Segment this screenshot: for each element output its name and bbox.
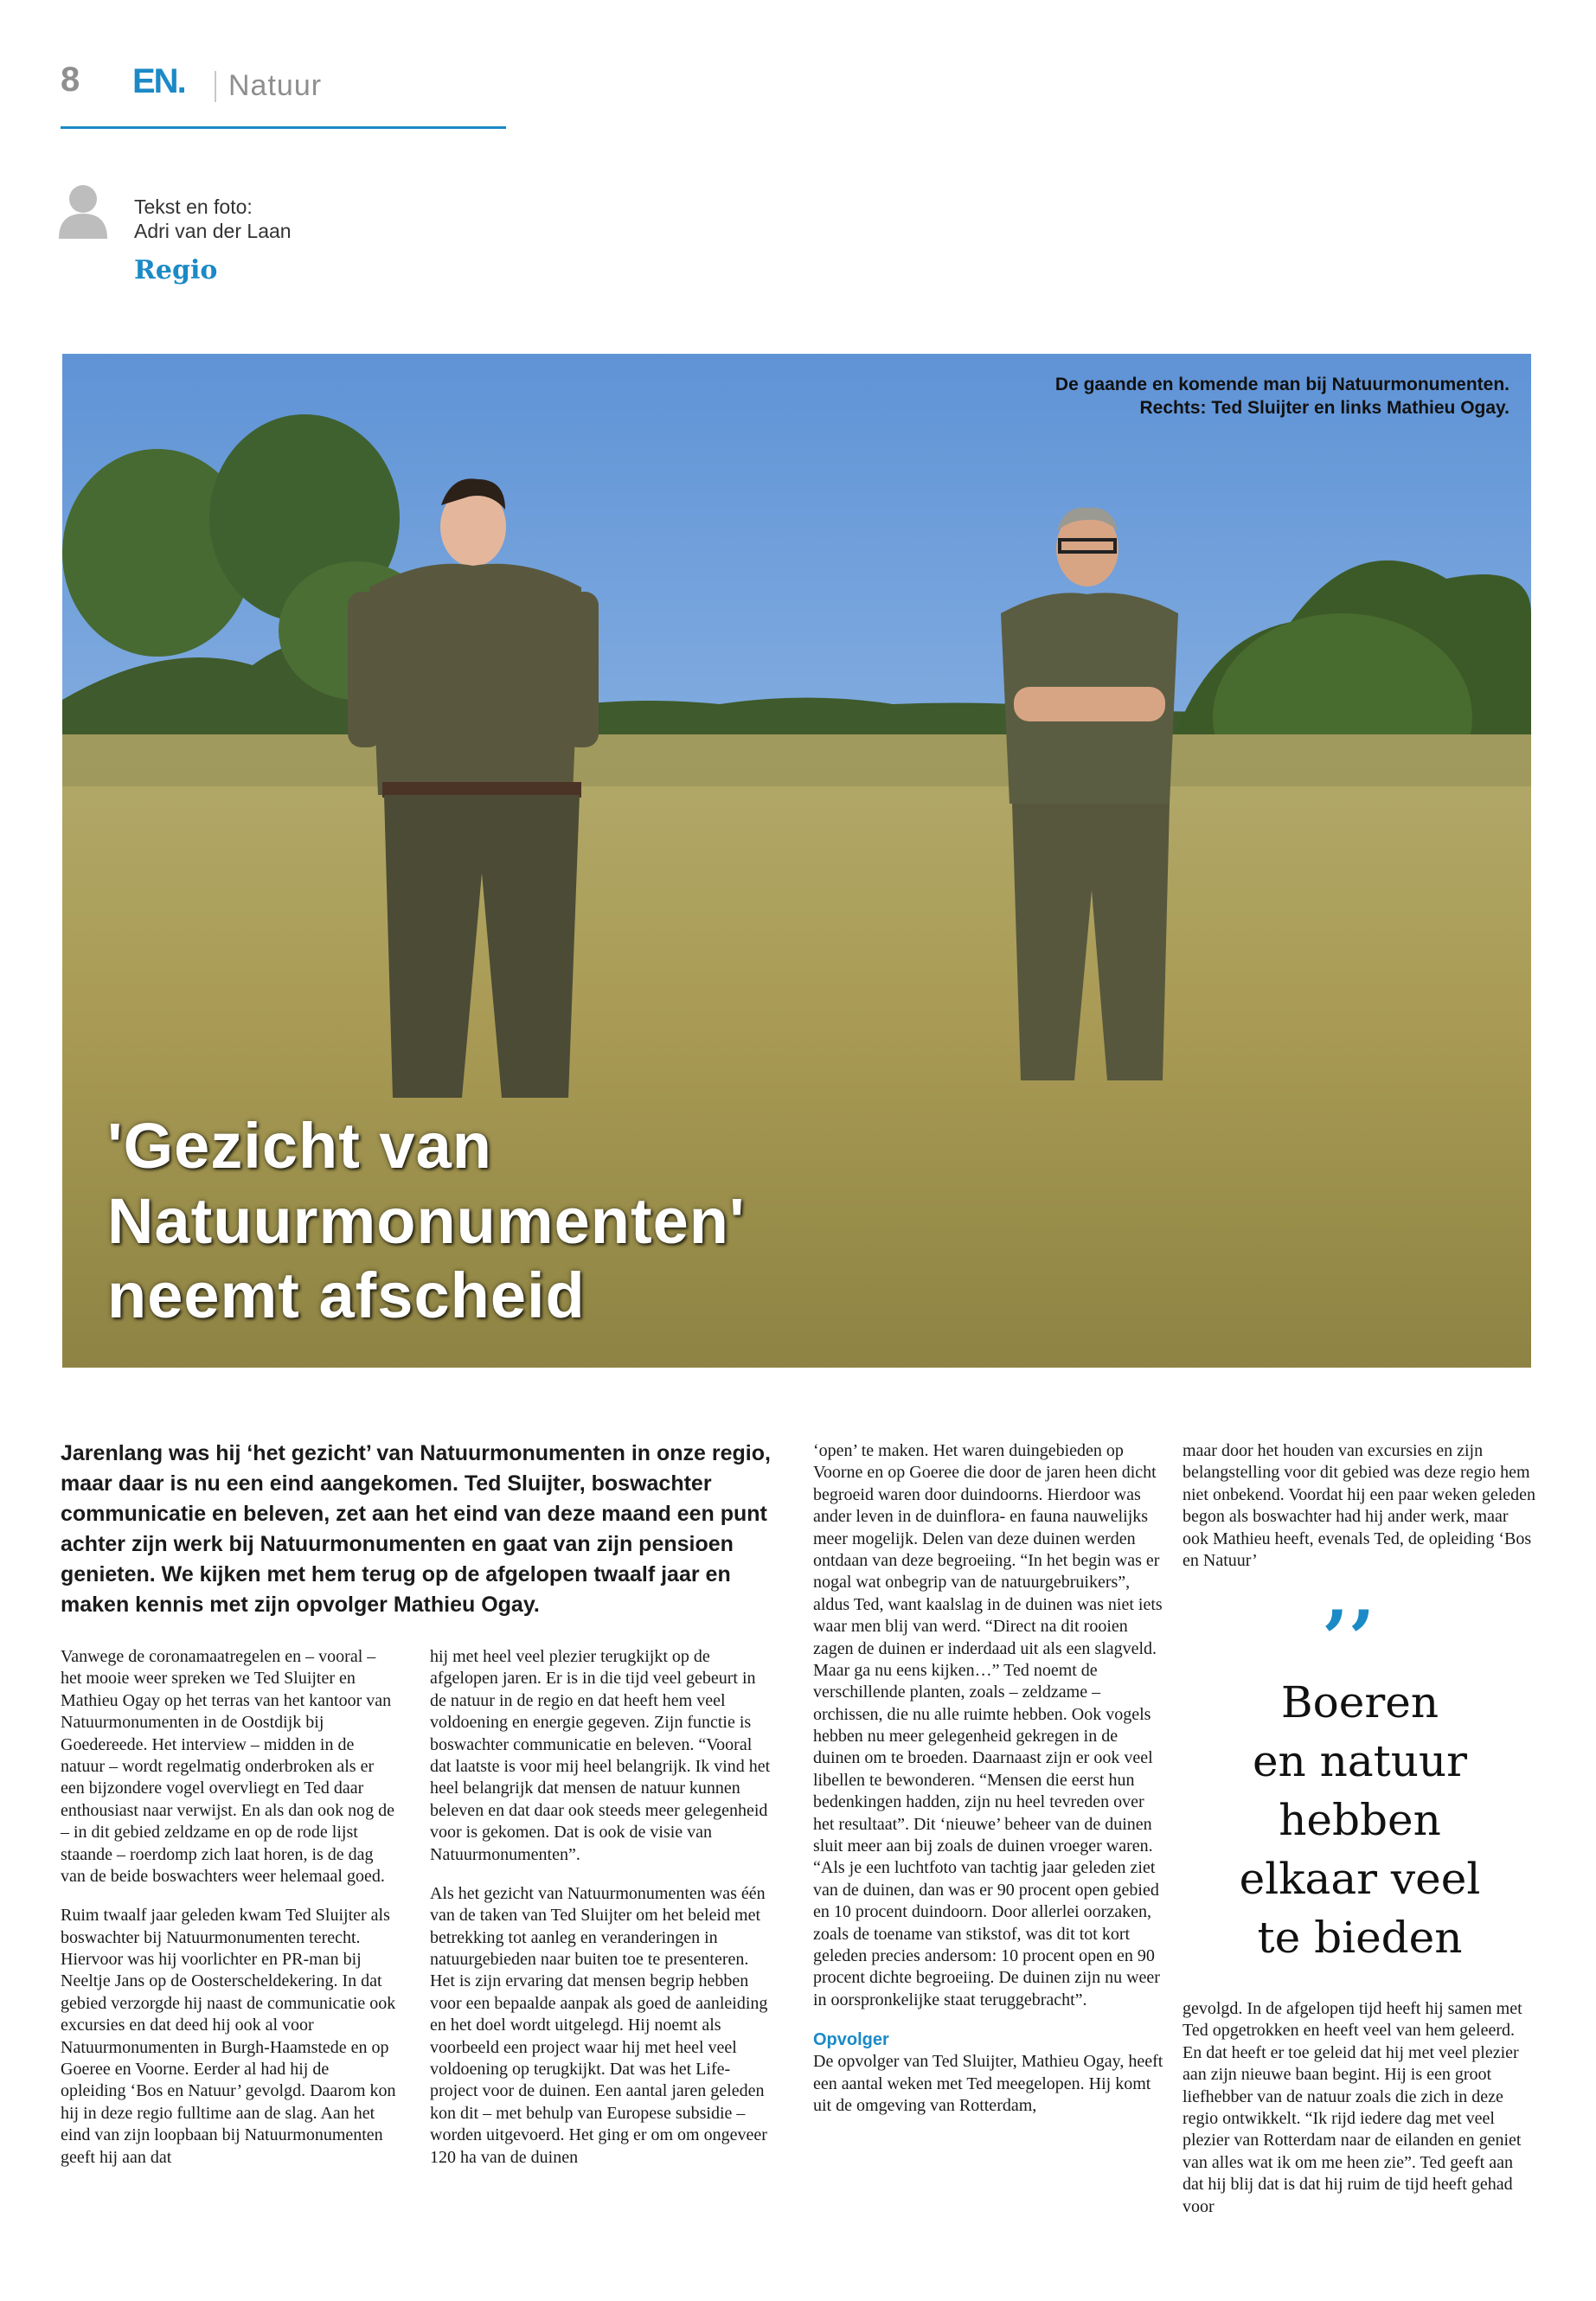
pull-quote-line: en natuur (1252, 1736, 1468, 1786)
pull-quote-line: te bieden (1257, 1913, 1463, 1963)
hero-photo (62, 354, 1531, 1368)
column-2 (430, 1646, 776, 2186)
column-4-bottom (1183, 1998, 1537, 2235)
paragraph: Als het gezicht van Natuurmonumenten was één van de taken van Ted Sluijter om het beleid met betrekking tot aanleg en veranderingen in natuurgebieden naar buiten toe te presenteren. Het is zijn ervaring dat mensen begrip hebben voor een bepaalde aanpak als goed de aanleiding en het doel wordt uitgelegd. Hij noemt als voorbeeld een project waar hij met heel veel voldoening op terugkijkt. Dat was het Life-project voor de duinen. Een aantal jaren geleden kon dit – met behulp van Europese subsidie – worden uitgevoerd. Het ging er om om ongeveer 120 ha van de duinen (430, 1883, 768, 2167)
credit-author: Adri van der Laan (134, 220, 292, 243)
pull-quote-line: Boeren (1280, 1677, 1439, 1727)
paragraph: ‘open’ te maken. Het waren duingebieden op Voorne en op Goeree die door de jaren heen dicht begroeid waren door duindoorns. Hierdoor was ander leven in de duinflora- en fauna nauwelijks meer mogelijk. Delen van deze duinen werden ontdaan van deze begroeiing. “In het begin was er nogal wat onbegrip van de natuurgebruikers”, aldus Ted, want kaalslag in de duinen was niet iets waar men blij van werd. “Direct na dit rooien zagen de duinen er inderdaad uit als een slagveld. Maar ga nu eens kijken…” Ted noemt de verschillende planten, zoals – zeldzame – orchissen, die nu alle ruimte hebben. Ook vogels hebben nu meer gelegenheid gekregen in de duinen om te broeden. Daarnaast zijn er ook veel libellen te bewonderen. “Mensen die eerst hun bedenkingen hadden, zijn nu heel tevreden over het resultaat”. Dit ‘nieuwe’ beheer van de duinen sluit meer aan bij zoals de duinen vroeger waren. “Als je een luchtfoto van tachtig jaar geleden ziet van de duinen, dan was er 90 procent open gebied en 10 procent duindoorn. Door allerlei oorzaken, zoals de toename van stikstof, was dit tot kort geleden precies andersom: 10 procent open en 90 procent dichte begroeiing. De duinen zijn nu weer in oorspronkelijke staat teruggebracht”. (813, 1441, 1163, 2009)
column-3 (813, 1440, 1166, 2134)
pull-quote-line: hebben (1279, 1795, 1441, 1845)
byline-credit (134, 195, 292, 243)
headline-line-3: neemt afscheid (107, 1259, 586, 1332)
quote-icon: ’’ (1322, 1593, 1375, 1683)
headline-line-1: 'Gezicht van (107, 1110, 492, 1182)
credit-label: Tekst en foto: (134, 195, 253, 218)
section-title: Natuur (228, 69, 323, 102)
photo-caption (1055, 373, 1509, 420)
column-1 (61, 1646, 398, 2186)
paragraph: De opvolger van Ted Sluijter, Mathieu Ogay, heeft een aantal weken met Ted meegelopen. Hij komt uit de omgeving van Rotterdam, (813, 2052, 1163, 2115)
column-4-top (1183, 1440, 1537, 1589)
paragraph: Ruim twaalf jaar geleden kwam Ted Sluijter als boswachter bij Natuurmonumenten terecht. Hiervoor was hij voorlichter en PR-man bij Neeltje Jans op de Oosterscheldekering. In dat gebied verzorgde hij naast de communicatie ook excursies en dat deed hij ook al voor Natuurmonumenten in Burgh-Haamstede en op Goeree en Voorne. Eerder al had hij de opleiding ‘Bos en Natuur’ gevolgd. Daarom kon hij in deze regio fulltime aan de slag. Aan het eind van zijn loopbaan bij Natuurmonumenten geeft hij aan dat (61, 1906, 396, 2167)
region-label: Regio (134, 255, 218, 285)
caption-line-1: De gaande en komende man bij Natuurmonumenten. (1054, 375, 1509, 394)
paragraph: Vanwege de coronamaatregelen en – vooral – het mooie weer spreken we Ted Sluijter en Mathieu Ogay op het terras van het kantoor van Natuurmonumenten in de Oostdijk bij Goedereede. Het interview – midden in de natuur – wordt regelmatig onderbroken als er een bijzondere vogel overvliegt en Ted daar enthousiast naar verwijst. En als dan ook nog de – in dit gebied zeldzame en op de rode lijst staande – roerdomp zich laat horen, is de dag van de beide boswachters weer helemaal goed. (61, 1647, 395, 1886)
headline-line-2: Natuurmonumenten' (107, 1184, 746, 1257)
header-rule (61, 126, 506, 129)
headline (107, 1109, 746, 1334)
person-icon (57, 182, 109, 239)
paragraph: hij met heel veel plezier terugkijkt op de afgelopen jaren. Er is in die tijd veel gebeurt in de natuur in de regio en dat heeft hem veel voldoening en energie gegeven. Zijn functie is boswachter communicatie en beleven. “Vooral dat laatste is voor mij heel belangrijk. Ik vind het heel belangrijk dat mensen de natuur kunnen beleven en dat daar ook steeds meer gelegenheid voor is gekomen. Dat is ook de visie van Natuurmonumenten”. (430, 1647, 771, 1864)
subheading: Opvolger (813, 2030, 889, 2050)
paragraph: maar door het houden van excursies en zijn belangstelling voor dit gebied was deze regio hem niet onbekend. Voordat hij een paar weken geleden begon als boswachter had hij ander werk, maar ook Mathieu heeft, evenals Ted, de opleiding ‘Bos en Natuur’ (1183, 1441, 1536, 1570)
caption-line-2: Rechts: Ted Sluijter en links Mathieu Ogay. (1139, 398, 1509, 419)
page-number: 8 (61, 61, 80, 99)
en-logo: EN. (132, 62, 185, 100)
pull-quote (1183, 1673, 1537, 1967)
header-divider (215, 71, 216, 102)
pull-quote-line: elkaar veel (1239, 1854, 1481, 1904)
lead-paragraph: Jarenlang was hij ‘het gezicht’ van Natuurmonumenten in onze regio, maar daar is nu een eind aangekomen. Ted Sluijter, boswachter communicatie en beleven, zet aan het eind van deze maand een punt achter zijn werk bij Natuurmonumenten en gaat van zijn pensioen genieten. We kijken met hem terug op de afgelopen twaalf jaar en maken kennis met zijn opvolger Mathieu Ogay. (61, 1441, 771, 1617)
paragraph: gevolgd. In de afgelopen tijd heeft hij samen met Ted opgetrokken en heeft veel van hem geleerd. En dat heeft er toe geleid dat hij met veel plezier aan zijn nieuwe baan begint. Hij is een groot liefhebber van de natuur zoals die zich in deze regio ontwikkelt. “Ik rijd iedere dag met veel plezier van Rotterdam naar de eilanden en geniet van alles wat ik om me heen zie”. Ted geeft aan dat hij blij dat is dat hij ruim de tijd heeft gehad voor (1183, 1999, 1522, 2216)
